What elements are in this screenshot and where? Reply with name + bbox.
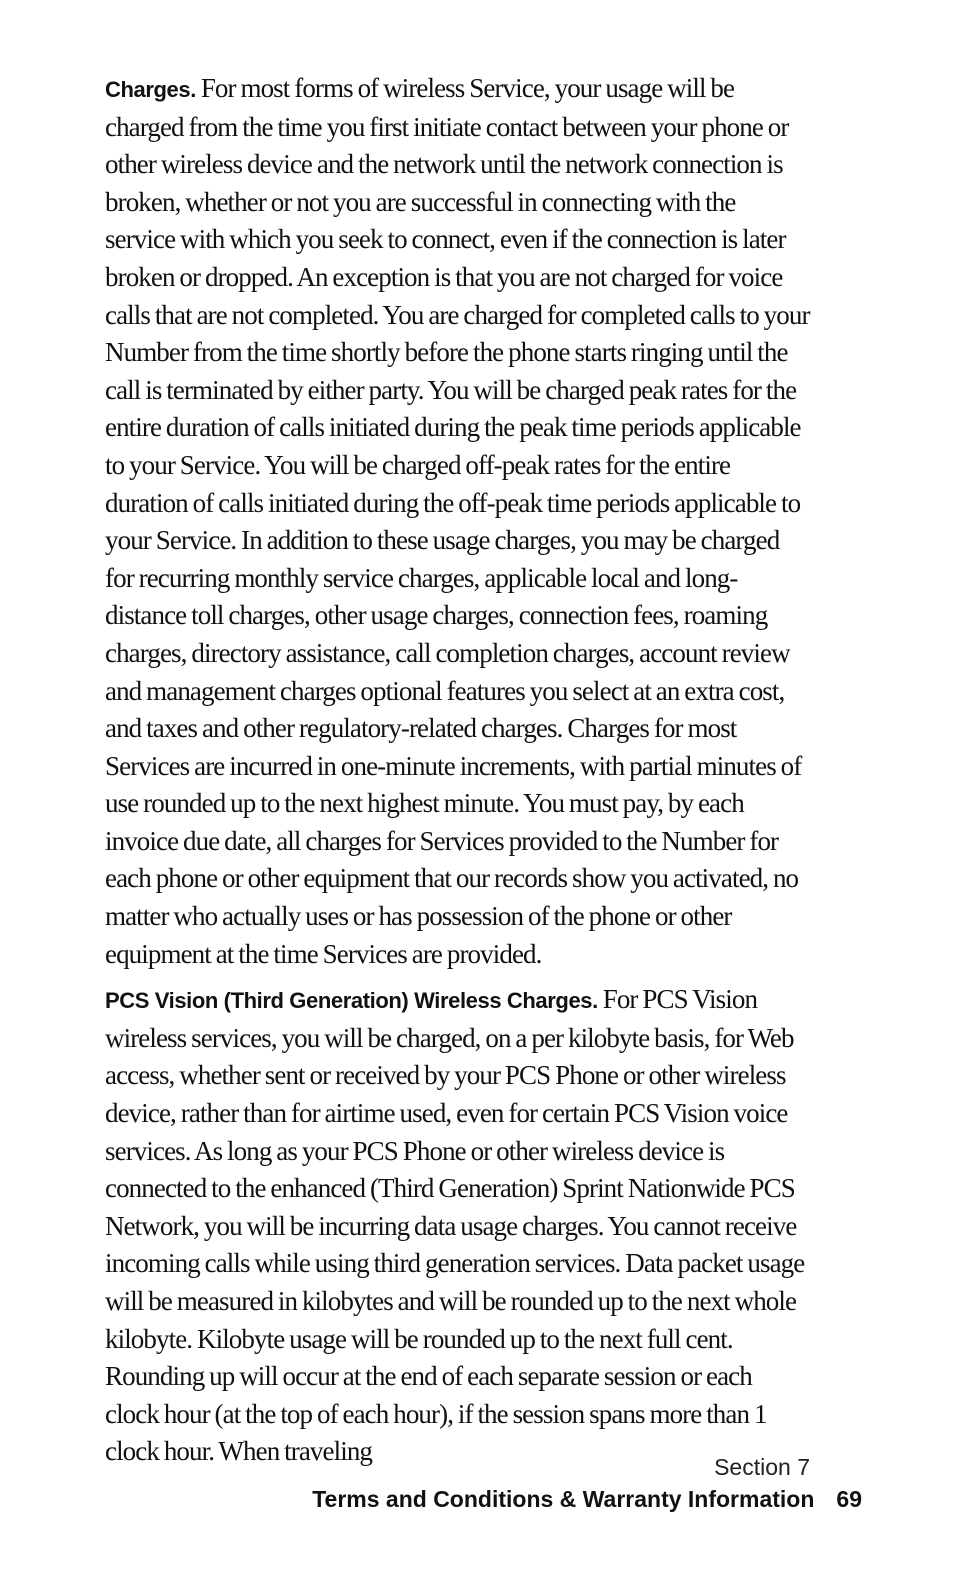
page-body [105,70,810,1479]
charges-heading: Charges. [105,77,196,102]
section-title: Terms and Conditions & Warranty Information [312,1486,815,1512]
charges-paragraph [105,70,810,973]
footer-title-row [312,1482,862,1516]
page-number: 69 [836,1486,862,1512]
charges-text: For most forms of wireless Service, your usage will be charged from the time you first initiate contact between your phone or other wireless device and the network until the network connection is broken, whether or not you are successful in connecting with the service with which you seek to connect, even if the connection is later broken or dropped. An exception is that you are not charged for voice calls that are not completed. You are charged for completed calls to your Number from the time shortly before the phone starts ringing until the call is terminated by either party. You will be charged peak rates for the entire duration of calls initiated during the peak time periods applicable to your Service. You will be charged off-peak rates for the entire duration of calls initiated during the off-peak time periods applicable to your Service. In addition to these usage charges, you may be charged for recurring monthly service charges, applicable local and long-distance toll charges, other usage charges, connection fees, roaming charges, directory assistance, call completion charges, account review and management charges optional features you select at an extra cost, and taxes and other regulatory-related charges. Charges for most Services are incurred in one-minute increments, with partial minutes of use rounded up to the next highest minute. You must pay, by each invoice due date, all charges for Services provided to the Number for each phone or other equipment that our records show you activated, no matter who actually uses or has possession of the phone or other equipment at the time Services are provided. [105,73,810,969]
section-label: Section 7 [714,1454,810,1480]
pcs-vision-text: For PCS Vision wireless services, you will be charged, on a per kilobyte basis, for Web access, whether sent or received by your PCS Phone or other wireless device, rather than for airtime used, even for certain PCS Vision voice services. As long as your PCS Phone or other wireless device is connected to the enhanced (Third Generation) Sprint Nationwide PCS Network, you will be incurring data usage charges. You cannot receive incoming calls while using third generation services. Data packet usage will be measured in kilobytes and will be rounded up to the next whole kilobyte. Kilobyte usage will be rounded up to the next full cent. Rounding up will occur at the end of each separate session or each clock hour (at the top of each hour), if the session spans more than 1 clock hour. When traveling [105,984,805,1467]
pcs-vision-heading: PCS Vision (Third Generation) Wireless Charges. [105,988,598,1014]
page-footer [312,1452,862,1516]
pcs-vision-paragraph [105,981,810,1471]
